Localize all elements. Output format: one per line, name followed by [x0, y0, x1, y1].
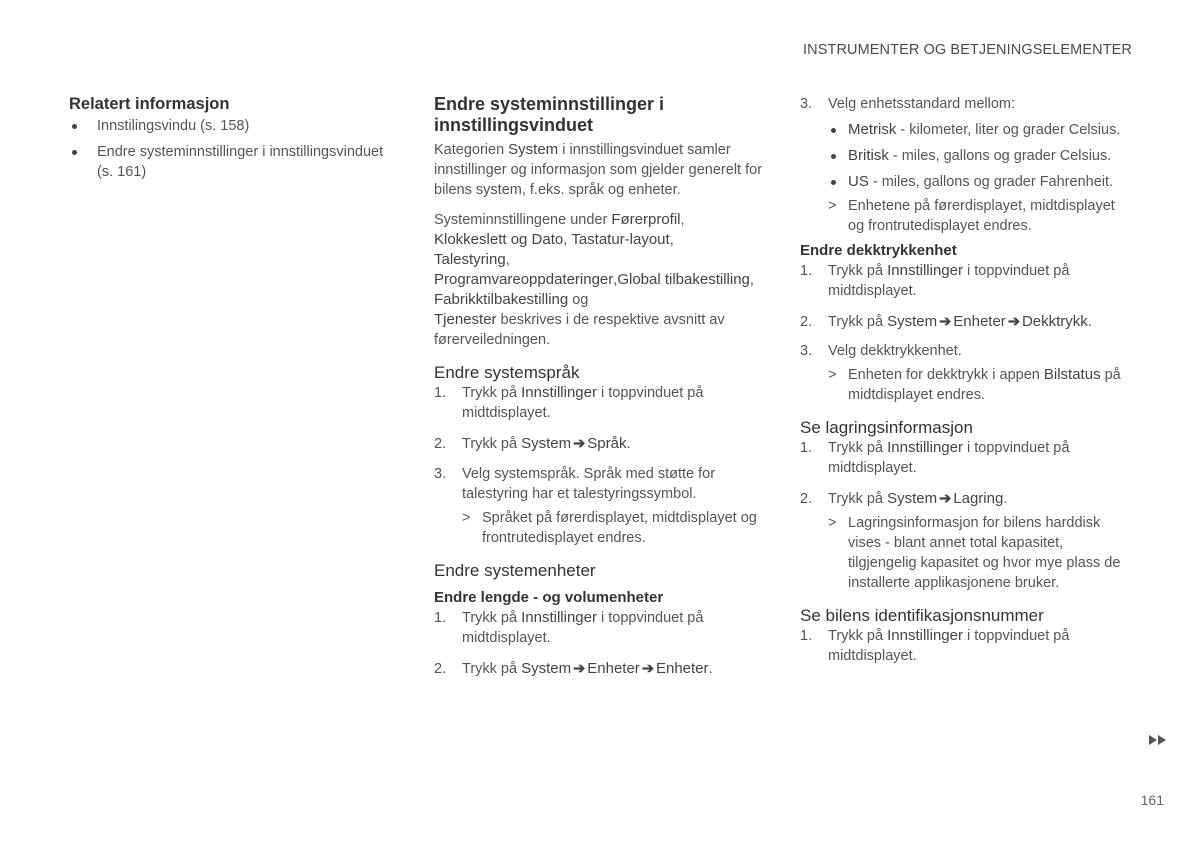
step-item: 1. Trykk på Innstillinger i toppvinduet på midtdisplayet. [800, 439, 1070, 476]
arrow-right-icon: ➔ [641, 661, 654, 677]
step-item: 2. Trykk på System ➔ Lagring. > Lagringsinformasjon for bilens harddisk vises - blant annet total kapasitet, tilgjengelig kapasitet og hvor mye plass de installerte applikasjonene bruker. [800, 489, 1130, 593]
unit-options-list [828, 120, 1130, 192]
unit-option: US - miles, gallons og grader Fahrenheit. [828, 172, 1130, 192]
settings-paragraph: Systeminnstillingene under Førerprofil, Klokkeslett og Dato, Tastatur-layout, Talestyring, Programvareoppdateringer,Global tilbakestilling, Fabrikktilbakestilling og Tjenester beskrives i de respektive avsnitt av førerveiledningen. [434, 211, 754, 348]
section-header: INSTRUMENTER OG BETJENINGSELEMENTER [803, 42, 1132, 58]
step-item: 3. Velg systemspråk. Språk med støtte for talestyring har et talestyringssymbol. > Språket på førerdisplayet, midtdisplayet og frontrutedisplayet endres. [434, 464, 764, 548]
step-item: 3. Velg dekktrykkenhet. > Enheten for dekktrykk i appen Bilstatus på midtdisplayet endres. [800, 341, 1130, 405]
units-steps [434, 608, 764, 679]
related-info-column [69, 94, 399, 182]
step-item: 3. Velg enhetsstandard mellom: Metrisk - kilometer, liter og grader Celsius. Britisk - miles, gallons og grader Celsius. US - miles, gallons og grader Fahrenheit. > Enhetene på førerdisplayet, midtdisplayet og frontrutedisplayet endres. [800, 94, 1130, 236]
related-link[interactable]: Innstilingsvindu (s. 158) [69, 116, 399, 136]
step-result: > Enhetene på førerdisplayet, midtdisplayet og frontrutedisplayet endres. [828, 198, 1115, 234]
vin-steps [800, 626, 1130, 666]
related-links-list [69, 116, 399, 182]
language-steps [434, 383, 764, 548]
continued-column [800, 94, 1130, 666]
step-item: 2. Trykk på System ➔ Språk. [434, 435, 631, 452]
main-column [434, 94, 764, 679]
related-info-heading: Relatert informasjon [69, 95, 230, 113]
tire-pressure-subheading: Endre dekktrykkenhet [800, 242, 957, 259]
double-triangle-right-icon [1148, 734, 1168, 746]
storage-steps [800, 438, 1130, 593]
unit-option: Britisk - miles, gallons og grader Celsius. [828, 146, 1130, 166]
step-item: 2. Trykk på System ➔ Enheter ➔ Enheter. [434, 660, 713, 677]
storage-heading: Se lagringsinformasjon [800, 418, 973, 437]
article-title: Endre systeminnstillinger i innstillingsvinduet [434, 94, 665, 135]
step-result: > Språket på førerdisplayet, midtdisplayet og frontrutedisplayet endres. [462, 510, 757, 546]
units-steps-continued [800, 94, 1130, 236]
step-result: > Lagringsinformasjon for bilens harddisk vises - blant annet total kapasitet, tilgjengelig kapasitet og hvor mye plass de installerte applikasjonene bruker. [828, 515, 1121, 591]
tire-steps [800, 261, 1130, 405]
intro-paragraph: Kategorien System i innstillingsvinduet samler innstillinger og informasjon som gjelder generelt for bilens system, f.eks. språk og enheter. [434, 141, 763, 198]
step-item: 2. Trykk på System ➔ Enheter ➔ Dekktrykk. [800, 313, 1092, 330]
language-heading: Endre systemspråk [434, 363, 580, 382]
length-volume-subheading: Endre lengde - og volumenheter [434, 589, 664, 606]
unit-option: Metrisk - kilometer, liter og grader Celsius. [828, 120, 1130, 140]
related-link[interactable]: Endre systeminnstillinger i innstillingsvinduet (s. 161) [69, 142, 399, 182]
step-item: 1. Trykk på Innstillinger i toppvinduet på midtdisplayet. [434, 384, 704, 421]
arrow-right-icon: ➔ [939, 314, 952, 330]
arrow-right-icon: ➔ [573, 661, 586, 677]
arrow-right-icon: ➔ [573, 436, 586, 452]
arrow-right-icon: ➔ [1007, 314, 1020, 330]
step-item: 1. Trykk på Innstillinger i toppvinduet på midtdisplayet. [800, 627, 1070, 664]
step-item: 1. Trykk på Innstillinger i toppvinduet på midtdisplayet. [434, 609, 704, 646]
page-number: 161 [1140, 792, 1164, 808]
step-result: > Enheten for dekktrykk i appen Bilstatus på midtdisplayet endres. [828, 366, 1121, 403]
units-heading: Endre systemenheter [434, 561, 596, 580]
step-item: 1. Trykk på Innstillinger i toppvinduet på midtdisplayet. [800, 262, 1070, 299]
vin-heading: Se bilens identifikasjonsnummer [800, 606, 1044, 625]
arrow-right-icon: ➔ [939, 491, 952, 507]
